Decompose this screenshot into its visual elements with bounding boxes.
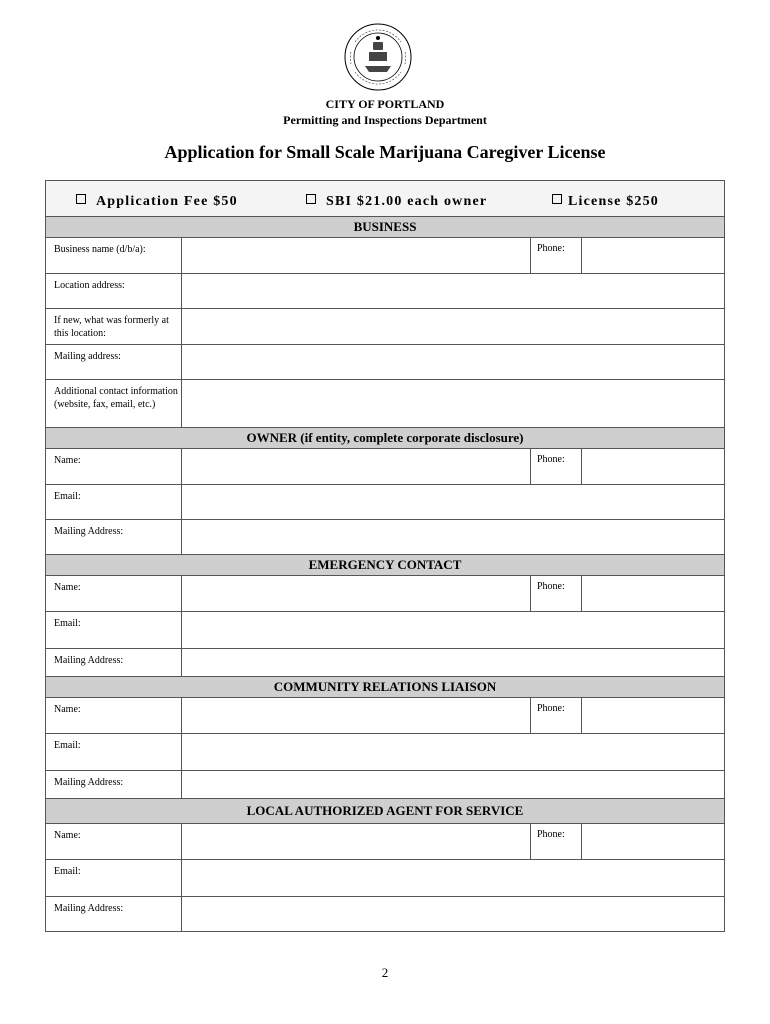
liaison-name-label: Name:	[54, 704, 81, 715]
agent-mailing-row	[46, 897, 724, 931]
agent-name-row	[46, 824, 724, 860]
sbi-fee-checkbox[interactable]	[306, 194, 316, 204]
agent-mailing-field[interactable]	[182, 897, 724, 931]
city-name: CITY OF PORTLAND	[325, 97, 445, 111]
liaison-mailing-label: Mailing Address:	[54, 777, 124, 788]
agent-name-label: Name:	[54, 830, 81, 841]
section-business-heading: BUSINESS	[46, 217, 724, 238]
liaison-mailing-field[interactable]	[182, 771, 724, 798]
agent-email-label: Email:	[54, 866, 81, 877]
city-seal-logo	[343, 22, 413, 92]
emergency-email-row	[46, 612, 724, 649]
emergency-email-label: Email:	[54, 618, 81, 629]
owner-name-row	[46, 449, 724, 485]
license-fee-option[interactable]	[552, 194, 659, 210]
agent-mailing-label: Mailing Address:	[54, 903, 124, 914]
liaison-email-row	[46, 734, 724, 771]
application-form	[45, 180, 725, 932]
emergency-email-field[interactable]	[182, 612, 724, 648]
section-agent-heading: LOCAL AUTHORIZED AGENT FOR SERVICE	[46, 799, 724, 824]
owner-mailing-label: Mailing Address:	[54, 526, 124, 537]
emergency-name-row	[46, 576, 724, 612]
liaison-name-row	[46, 698, 724, 734]
additional-contact-row	[46, 380, 724, 428]
additional-contact-label: Additional contact information (website, fax, email, etc.)	[54, 386, 178, 410]
business-phone-label: Phone:	[537, 243, 565, 254]
agent-email-row	[46, 860, 724, 897]
emergency-mailing-row	[46, 649, 724, 677]
emergency-phone-label: Phone:	[537, 581, 565, 592]
business-name-row	[46, 238, 724, 274]
owner-mailing-field[interactable]	[182, 520, 724, 554]
license-fee-checkbox[interactable]	[552, 194, 562, 204]
location-address-row	[46, 274, 724, 309]
page-number: 2	[381, 965, 389, 980]
owner-name-field[interactable]	[182, 449, 529, 484]
business-name-field[interactable]	[182, 238, 529, 273]
formerly-label: If new, what was formerly at this location:	[54, 315, 169, 339]
formerly-field[interactable]	[182, 309, 724, 344]
owner-email-field[interactable]	[182, 485, 724, 519]
application-fee-checkbox[interactable]	[76, 194, 86, 204]
emergency-name-field[interactable]	[182, 576, 529, 611]
owner-email-row	[46, 485, 724, 520]
department-name: Permitting and Inspections Department	[283, 113, 487, 127]
agent-name-field[interactable]	[182, 824, 529, 859]
liaison-phone-field[interactable]	[582, 698, 724, 733]
business-mailing-label: Mailing address:	[54, 351, 121, 362]
emergency-name-label: Name:	[54, 582, 81, 593]
location-address-label: Location address:	[54, 280, 125, 291]
sbi-fee-label: SBI $21.00 each owner	[326, 194, 488, 209]
formerly-row	[46, 309, 724, 345]
owner-phone-field[interactable]	[582, 449, 724, 484]
liaison-name-field[interactable]	[182, 698, 529, 733]
additional-contact-field[interactable]	[182, 380, 724, 427]
agent-phone-label: Phone:	[537, 829, 565, 840]
business-mailing-field[interactable]	[182, 345, 724, 379]
business-mailing-row	[46, 345, 724, 380]
section-liaison-heading: COMMUNITY RELATIONS LIAISON	[46, 677, 724, 698]
agent-email-field[interactable]	[182, 860, 724, 896]
liaison-email-field[interactable]	[182, 734, 724, 770]
fee-options-row	[46, 181, 724, 217]
emergency-phone-field[interactable]	[582, 576, 724, 611]
business-phone-field[interactable]	[582, 238, 724, 273]
license-fee-label: License $250	[568, 194, 660, 209]
liaison-email-label: Email:	[54, 740, 81, 751]
owner-mailing-row	[46, 520, 724, 555]
emergency-mailing-field[interactable]	[182, 649, 724, 676]
owner-email-label: Email:	[54, 491, 81, 502]
location-address-field[interactable]	[182, 274, 724, 308]
application-fee-option[interactable]	[76, 194, 238, 210]
owner-name-label: Name:	[54, 455, 81, 466]
owner-phone-label: Phone:	[537, 454, 565, 465]
liaison-mailing-row	[46, 771, 724, 799]
business-name-label: Business name (d/b/a):	[54, 244, 146, 255]
section-owner-heading: OWNER (if entity, complete corporate disclosure)	[46, 428, 724, 449]
agent-phone-field[interactable]	[582, 824, 724, 859]
sbi-fee-option[interactable]	[306, 194, 487, 210]
form-title: Application for Small Scale Marijuana Caregiver License	[164, 142, 606, 162]
section-emergency-heading: EMERGENCY CONTACT	[46, 555, 724, 576]
application-fee-label: Application Fee $50	[96, 194, 238, 209]
liaison-phone-label: Phone:	[537, 703, 565, 714]
emergency-mailing-label: Mailing Address:	[54, 655, 124, 666]
